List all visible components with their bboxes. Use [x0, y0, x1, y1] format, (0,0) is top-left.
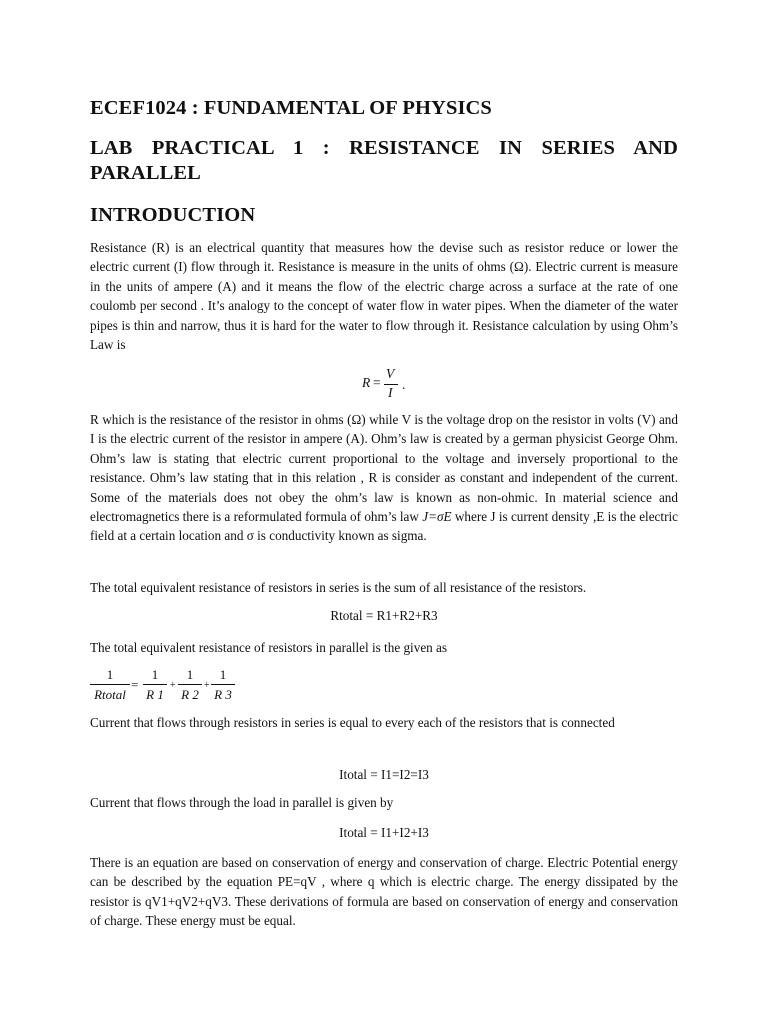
frac-denominator: R 2 [181, 687, 199, 702]
ohm-equals: = [373, 375, 381, 390]
equation-parallel-resistance [90, 666, 290, 706]
frac-rtotal [90, 666, 130, 703]
lab-title-line-2: PARALLEL [90, 162, 201, 184]
frac-denominator: R 1 [146, 687, 164, 702]
paragraph-resistance-intro: Resistance (R) is an electrical quantity that measures how the devise such as resistor reduce or lower the electric current (I) flow through it. Resistance is measure in the units of ohms (Ω). Electric current is measure in the units of ampere (A) and it means the flow of the electric charge across a surface at the rate of one coulomb per second . It’s analogy to the concept of water flow in water pipes. When the diameter of the water pipes is thin and narrow, thus it is hard for the water to flow through it. Resistance calculation by using Ohm’s Law is [90, 240, 678, 353]
paragraph-series-resistance: The total equivalent resistance of resistors in series is the sum of all resistance of the resistors. [90, 580, 587, 595]
ohm-numerator: V [386, 366, 395, 381]
paragraph-ohms-law [90, 410, 678, 546]
ohms-law-equation [360, 366, 420, 402]
paragraph-series-current: Current that flows through resistors in series is equal to every each of the resistors that is connected [90, 715, 615, 730]
ohm-denominator: I [388, 385, 393, 400]
plus-sign: + [204, 680, 210, 691]
frac-numerator: 1 [106, 667, 114, 682]
frac-denominator: R 3 [214, 687, 232, 702]
frac-r3 [211, 666, 235, 703]
p2-text-after: where J is current density ,E is the electric field at a certain location and σ is conductivity known as sigma. [90, 509, 678, 544]
paragraph-energy-conservation: There is an equation are based on conservation of energy and conservation of charge. Electric Potential energy can be described by the equation PE=qV , where q which is electric charge. The energy dissipated by the resistor is qV1+qV2+qV3. These derivations of formula are based on conservation of energy and conservation of charge. These energy must be equal. [90, 855, 678, 929]
frac-numerator: 1 [151, 667, 159, 682]
lab-title-line-1: LAB PRACTICAL 1 : RESISTANCE IN SERIES AND [90, 137, 678, 159]
paragraph-parallel-resistance: The total equivalent resistance of resistors in parallel is the given as [90, 640, 448, 655]
section-heading-introduction: INTRODUCTION [90, 204, 256, 226]
course-title: ECEF1024 : FUNDAMENTAL OF PHYSICS [90, 97, 492, 119]
plus-sign: + [170, 680, 176, 691]
frac-numerator: 1 [219, 667, 227, 682]
lab-title [90, 136, 678, 186]
equals-sign: = [131, 677, 139, 692]
equation-rtotal-series: Rtotal = R1+R2+R3 [330, 608, 438, 623]
paragraph-parallel-current: Current that flows through the load in parallel is given by [90, 795, 394, 810]
equation-itotal-series: Itotal = I1=I2=I3 [339, 767, 429, 782]
ohm-period: . [402, 377, 406, 392]
p2-text-before: R which is the resistance of the resistor in ohms (Ω) while V is the voltage drop on the resistor in volts (V) and I is the electric current of the resistor in ampere (A). Ohm’s law is created by a german physicist George Ohm. Ohm’s law is stating that electric current proportional to the voltage and inversely proportional to the resistance. Ohm’s law stating that in this relation , R is consider as constant and independent of the current. Some of the materials does not obey the ohm’s law is known as non-ohmic. In material science and electromagnetics there is a reformulated formula of ohm’s law [90, 412, 678, 525]
equation-itotal-parallel: Itotal = I1+I2+I3 [339, 825, 429, 840]
p2-formula: J=σE [422, 509, 452, 525]
frac-denominator: Rtotal [94, 687, 126, 702]
frac-r1 [143, 666, 167, 703]
frac-numerator: 1 [186, 667, 194, 682]
ohm-lhs: R [362, 375, 371, 390]
frac-r2 [178, 666, 202, 703]
